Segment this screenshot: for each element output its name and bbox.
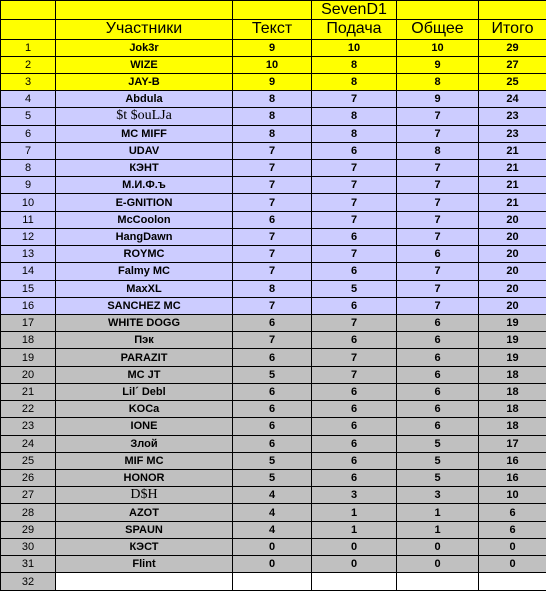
text-score-cell[interactable]: 8 xyxy=(233,108,312,125)
total-score-cell[interactable]: 6 xyxy=(479,504,546,521)
text-score-cell[interactable]: 4 xyxy=(233,521,312,538)
total-score-cell[interactable]: 17 xyxy=(479,435,546,452)
participant-name-cell[interactable]: HangDawn xyxy=(56,228,233,245)
table-row xyxy=(1,228,546,245)
participant-name-cell[interactable]: WIZE xyxy=(56,56,233,73)
delivery-score-cell[interactable]: 6 xyxy=(312,228,397,245)
delivery-score-cell[interactable]: 6 xyxy=(312,452,397,469)
row-number-cell[interactable]: 3 xyxy=(1,73,56,90)
overall-score-cell[interactable]: 6 xyxy=(397,349,479,366)
table-row xyxy=(1,521,546,538)
text-score-cell[interactable]: 6 xyxy=(233,349,312,366)
row-number-cell[interactable]: 19 xyxy=(1,349,56,366)
participant-name-cell[interactable]: D$H xyxy=(56,487,233,504)
table-row xyxy=(1,246,546,263)
participant-name-cell[interactable]: Flint xyxy=(56,556,233,573)
header-text[interactable]: Текст xyxy=(233,20,312,39)
overall-score-cell[interactable]: 5 xyxy=(397,452,479,469)
delivery-score-cell[interactable]: 7 xyxy=(312,91,397,108)
participant-name-cell[interactable]: MaxXL xyxy=(56,280,233,297)
text-score-cell[interactable]: 9 xyxy=(233,73,312,90)
title-row-blank-cell[interactable] xyxy=(1,1,56,20)
total-score-cell[interactable]: 29 xyxy=(479,39,546,56)
participant-name-cell[interactable]: WHITE DOGG xyxy=(56,315,233,332)
row-number-cell[interactable]: 15 xyxy=(1,280,56,297)
participant-name-cell[interactable]: SPAUN xyxy=(56,521,233,538)
overall-score-cell[interactable]: 6 xyxy=(397,315,479,332)
table-row xyxy=(1,56,546,73)
text-score-cell[interactable]: 6 xyxy=(233,418,312,435)
delivery-score-cell[interactable] xyxy=(312,573,397,591)
overall-score-cell[interactable]: 1 xyxy=(397,504,479,521)
overall-score-cell[interactable]: 0 xyxy=(397,538,479,555)
table-row xyxy=(1,211,546,228)
text-score-cell[interactable]: 4 xyxy=(233,487,312,504)
row-number-cell[interactable]: 22 xyxy=(1,401,56,418)
overall-score-cell[interactable]: 3 xyxy=(397,487,479,504)
participant-name-cell[interactable]: McCoolon xyxy=(56,211,233,228)
total-score-cell[interactable]: 6 xyxy=(479,521,546,538)
participant-name-cell[interactable]: HONOR xyxy=(56,469,233,486)
table-row xyxy=(1,142,546,159)
table-row xyxy=(1,263,546,280)
row-number-cell[interactable]: 29 xyxy=(1,521,56,538)
overall-score-cell[interactable]: 7 xyxy=(397,297,479,314)
row-number-cell[interactable]: 23 xyxy=(1,418,56,435)
overall-score-cell[interactable]: 5 xyxy=(397,469,479,486)
total-score-cell[interactable]: 18 xyxy=(479,401,546,418)
total-score-cell[interactable]: 19 xyxy=(479,332,546,349)
table-row xyxy=(1,366,546,383)
total-score-cell[interactable]: 20 xyxy=(479,211,546,228)
overall-score-cell[interactable]: 10 xyxy=(397,39,479,56)
delivery-score-cell[interactable]: 8 xyxy=(312,125,397,142)
participant-name-cell[interactable]: Abdula xyxy=(56,91,233,108)
table-row xyxy=(1,573,546,591)
row-number-cell[interactable]: 27 xyxy=(1,487,56,504)
row-number-cell[interactable]: 18 xyxy=(1,332,56,349)
participant-name-cell[interactable]: PARAZIT xyxy=(56,349,233,366)
row-number-cell[interactable]: 11 xyxy=(1,211,56,228)
table-row xyxy=(1,418,546,435)
header-number-cell[interactable] xyxy=(1,20,56,39)
total-score-cell[interactable]: 20 xyxy=(479,280,546,297)
text-score-cell[interactable]: 6 xyxy=(233,315,312,332)
participant-name-cell[interactable]: MIF MC xyxy=(56,452,233,469)
table-row xyxy=(1,556,546,573)
participant-name-cell[interactable]: Lil´ Debl xyxy=(56,383,233,400)
table-row xyxy=(1,487,546,504)
row-number-cell[interactable]: 32 xyxy=(1,573,56,591)
row-number-cell[interactable]: 6 xyxy=(1,125,56,142)
row-number-cell[interactable]: 9 xyxy=(1,177,56,194)
delivery-score-cell[interactable]: 6 xyxy=(312,383,397,400)
delivery-score-cell[interactable]: 8 xyxy=(312,108,397,125)
total-score-cell[interactable]: 18 xyxy=(479,418,546,435)
text-score-cell[interactable] xyxy=(233,573,312,591)
delivery-score-cell[interactable]: 7 xyxy=(312,349,397,366)
overall-score-cell[interactable]: 6 xyxy=(397,366,479,383)
delivery-score-cell[interactable]: 6 xyxy=(312,418,397,435)
participant-name-cell[interactable]: UDAV xyxy=(56,142,233,159)
overall-score-cell[interactable]: 7 xyxy=(397,263,479,280)
total-score-cell[interactable]: 18 xyxy=(479,366,546,383)
participant-name-cell[interactable]: Jok3r xyxy=(56,39,233,56)
text-score-cell[interactable]: 8 xyxy=(233,280,312,297)
total-score-cell[interactable]: 21 xyxy=(479,142,546,159)
title-row xyxy=(1,1,546,20)
total-score-cell[interactable]: 21 xyxy=(479,194,546,211)
delivery-score-cell[interactable]: 7 xyxy=(312,246,397,263)
table-row xyxy=(1,194,546,211)
table-row xyxy=(1,280,546,297)
table-row xyxy=(1,349,546,366)
total-score-cell[interactable]: 24 xyxy=(479,91,546,108)
delivery-score-cell[interactable]: 8 xyxy=(312,56,397,73)
table-row xyxy=(1,73,546,90)
header-total[interactable]: Итого xyxy=(479,20,546,39)
table-row xyxy=(1,452,546,469)
row-number-cell[interactable]: 7 xyxy=(1,142,56,159)
participant-name-cell[interactable]: Злой xyxy=(56,435,233,452)
text-score-cell[interactable]: 8 xyxy=(233,91,312,108)
total-score-cell[interactable]: 0 xyxy=(479,538,546,555)
row-number-cell[interactable]: 14 xyxy=(1,263,56,280)
text-score-cell[interactable]: 6 xyxy=(233,435,312,452)
row-number-cell[interactable]: 5 xyxy=(1,108,56,125)
row-number-cell[interactable]: 2 xyxy=(1,56,56,73)
row-number-cell[interactable]: 31 xyxy=(1,556,56,573)
total-score-cell[interactable]: 23 xyxy=(479,125,546,142)
text-score-cell[interactable]: 0 xyxy=(233,556,312,573)
delivery-score-cell[interactable]: 6 xyxy=(312,469,397,486)
text-score-cell[interactable]: 6 xyxy=(233,401,312,418)
table-row xyxy=(1,315,546,332)
participant-name-cell[interactable]: KOCa xyxy=(56,401,233,418)
total-score-cell[interactable]: 18 xyxy=(479,383,546,400)
header-row xyxy=(1,20,546,39)
header-delivery[interactable]: Подача xyxy=(312,20,397,39)
delivery-score-cell[interactable]: 6 xyxy=(312,332,397,349)
row-number-cell[interactable]: 13 xyxy=(1,246,56,263)
delivery-score-cell[interactable]: 7 xyxy=(312,366,397,383)
title-row-blank-cell[interactable] xyxy=(233,1,312,20)
overall-score-cell[interactable]: 6 xyxy=(397,401,479,418)
text-score-cell[interactable]: 7 xyxy=(233,194,312,211)
delivery-score-cell[interactable]: 6 xyxy=(312,263,397,280)
total-score-cell[interactable]: 23 xyxy=(479,108,546,125)
total-score-cell[interactable]: 0 xyxy=(479,556,546,573)
overall-score-cell[interactable]: 6 xyxy=(397,246,479,263)
text-score-cell[interactable]: 9 xyxy=(233,39,312,56)
total-score-cell[interactable]: 20 xyxy=(479,228,546,245)
overall-score-cell[interactable]: 0 xyxy=(397,556,479,573)
delivery-score-cell[interactable]: 7 xyxy=(312,160,397,177)
text-score-cell[interactable]: 5 xyxy=(233,452,312,469)
table-row xyxy=(1,108,546,125)
total-score-cell[interactable]: 20 xyxy=(479,263,546,280)
delivery-score-cell[interactable]: 0 xyxy=(312,556,397,573)
overall-score-cell[interactable]: 6 xyxy=(397,383,479,400)
table-row xyxy=(1,401,546,418)
total-score-cell[interactable]: 19 xyxy=(479,315,546,332)
text-score-cell[interactable]: 7 xyxy=(233,160,312,177)
total-score-cell[interactable]: 10 xyxy=(479,487,546,504)
total-score-cell[interactable]: 20 xyxy=(479,246,546,263)
title-row-blank-cell[interactable] xyxy=(397,1,479,20)
delivery-score-cell[interactable]: 7 xyxy=(312,177,397,194)
delivery-score-cell[interactable]: 6 xyxy=(312,142,397,159)
text-score-cell[interactable]: 0 xyxy=(233,538,312,555)
total-score-cell[interactable]: 19 xyxy=(479,349,546,366)
delivery-score-cell[interactable]: 7 xyxy=(312,211,397,228)
text-score-cell[interactable]: 7 xyxy=(233,332,312,349)
row-number-cell[interactable]: 10 xyxy=(1,194,56,211)
overall-score-cell[interactable]: 7 xyxy=(397,160,479,177)
row-number-cell[interactable]: 8 xyxy=(1,160,56,177)
delivery-score-cell[interactable]: 1 xyxy=(312,504,397,521)
title-row-blank-cell[interactable] xyxy=(479,1,546,20)
row-number-cell[interactable]: 20 xyxy=(1,366,56,383)
title-row-blank-cell[interactable] xyxy=(56,1,233,20)
text-score-cell[interactable]: 8 xyxy=(233,125,312,142)
delivery-score-cell[interactable]: 6 xyxy=(312,401,397,418)
overall-score-cell[interactable]: 6 xyxy=(397,418,479,435)
text-score-cell[interactable]: 10 xyxy=(233,56,312,73)
total-score-cell[interactable] xyxy=(479,573,546,591)
participant-name-cell[interactable]: E-GNITION xyxy=(56,194,233,211)
text-score-cell[interactable]: 7 xyxy=(233,246,312,263)
overall-score-cell[interactable]: 7 xyxy=(397,108,479,125)
participant-name-cell[interactable]: Пэк xyxy=(56,332,233,349)
row-number-cell[interactable]: 1 xyxy=(1,39,56,56)
participant-name-cell[interactable]: MC JT xyxy=(56,366,233,383)
table-row xyxy=(1,469,546,486)
text-score-cell[interactable]: 5 xyxy=(233,469,312,486)
overall-score-cell[interactable]: 7 xyxy=(397,125,479,142)
total-score-cell[interactable]: 16 xyxy=(479,469,546,486)
participant-name-cell[interactable]: КЭСТ xyxy=(56,538,233,555)
participant-name-cell[interactable]: SANCHEZ MC xyxy=(56,297,233,314)
table-row xyxy=(1,91,546,108)
table-row xyxy=(1,504,546,521)
participant-name-cell[interactable]: IONE xyxy=(56,418,233,435)
table-row xyxy=(1,297,546,314)
row-number-cell[interactable]: 16 xyxy=(1,297,56,314)
delivery-score-cell[interactable]: 7 xyxy=(312,315,397,332)
text-score-cell[interactable]: 4 xyxy=(233,504,312,521)
row-number-cell[interactable]: 28 xyxy=(1,504,56,521)
table-row xyxy=(1,125,546,142)
delivery-score-cell[interactable]: 1 xyxy=(312,521,397,538)
table-row xyxy=(1,160,546,177)
participant-name-cell[interactable]: MC MIFF xyxy=(56,125,233,142)
table-row xyxy=(1,39,546,56)
participant-name-cell[interactable]: JAY-B xyxy=(56,73,233,90)
delivery-score-cell[interactable]: 6 xyxy=(312,435,397,452)
row-number-cell[interactable]: 30 xyxy=(1,538,56,555)
delivery-score-cell[interactable]: 3 xyxy=(312,487,397,504)
text-score-cell[interactable]: 6 xyxy=(233,383,312,400)
delivery-score-cell[interactable]: 7 xyxy=(312,194,397,211)
total-score-cell[interactable]: 16 xyxy=(479,452,546,469)
overall-score-cell[interactable]: 7 xyxy=(397,211,479,228)
total-score-cell[interactable]: 25 xyxy=(479,73,546,90)
scores-table-body xyxy=(1,1,546,591)
table-row xyxy=(1,332,546,349)
overall-score-cell[interactable] xyxy=(397,573,479,591)
total-score-cell[interactable]: 27 xyxy=(479,56,546,73)
overall-score-cell[interactable]: 7 xyxy=(397,228,479,245)
row-number-cell[interactable]: 4 xyxy=(1,91,56,108)
overall-score-cell[interactable]: 9 xyxy=(397,91,479,108)
overall-score-cell[interactable]: 5 xyxy=(397,435,479,452)
text-score-cell[interactable]: 7 xyxy=(233,228,312,245)
row-number-cell[interactable]: 12 xyxy=(1,228,56,245)
row-number-cell[interactable]: 25 xyxy=(1,452,56,469)
delivery-score-cell[interactable]: 8 xyxy=(312,73,397,90)
row-number-cell[interactable]: 24 xyxy=(1,435,56,452)
delivery-score-cell[interactable]: 0 xyxy=(312,538,397,555)
participant-name-cell[interactable]: КЭНТ xyxy=(56,160,233,177)
overall-score-cell[interactable]: 1 xyxy=(397,521,479,538)
delivery-score-cell[interactable]: 10 xyxy=(312,39,397,56)
overall-score-cell[interactable]: 7 xyxy=(397,194,479,211)
total-score-cell[interactable]: 20 xyxy=(479,297,546,314)
table-title[interactable]: SevenD1 xyxy=(312,1,397,20)
total-score-cell[interactable]: 21 xyxy=(479,160,546,177)
overall-score-cell[interactable]: 9 xyxy=(397,56,479,73)
text-score-cell[interactable]: 7 xyxy=(233,177,312,194)
participant-name-cell[interactable] xyxy=(56,573,233,591)
participant-name-cell[interactable]: $t $ouLJa xyxy=(56,108,233,125)
participant-name-cell[interactable]: М.И.Ф.ъ xyxy=(56,177,233,194)
row-number-cell[interactable]: 21 xyxy=(1,383,56,400)
participant-name-cell[interactable]: Falmy MC xyxy=(56,263,233,280)
overall-score-cell[interactable]: 7 xyxy=(397,280,479,297)
text-score-cell[interactable]: 6 xyxy=(233,211,312,228)
overall-score-cell[interactable]: 8 xyxy=(397,142,479,159)
table-row xyxy=(1,383,546,400)
row-number-cell[interactable]: 26 xyxy=(1,469,56,486)
header-overall[interactable]: Общее xyxy=(397,20,479,39)
text-score-cell[interactable]: 7 xyxy=(233,263,312,280)
header-participants[interactable]: Участники xyxy=(56,20,233,39)
text-score-cell[interactable]: 5 xyxy=(233,366,312,383)
overall-score-cell[interactable]: 8 xyxy=(397,73,479,90)
text-score-cell[interactable]: 7 xyxy=(233,297,312,314)
row-number-cell[interactable]: 17 xyxy=(1,315,56,332)
participant-name-cell[interactable]: ROYMC xyxy=(56,246,233,263)
overall-score-cell[interactable]: 7 xyxy=(397,177,479,194)
overall-score-cell[interactable]: 6 xyxy=(397,332,479,349)
table-row xyxy=(1,177,546,194)
total-score-cell[interactable]: 21 xyxy=(479,177,546,194)
delivery-score-cell[interactable]: 5 xyxy=(312,280,397,297)
text-score-cell[interactable]: 7 xyxy=(233,142,312,159)
table-row xyxy=(1,538,546,555)
table-row xyxy=(1,435,546,452)
delivery-score-cell[interactable]: 6 xyxy=(312,297,397,314)
participant-name-cell[interactable]: AZOT xyxy=(56,504,233,521)
